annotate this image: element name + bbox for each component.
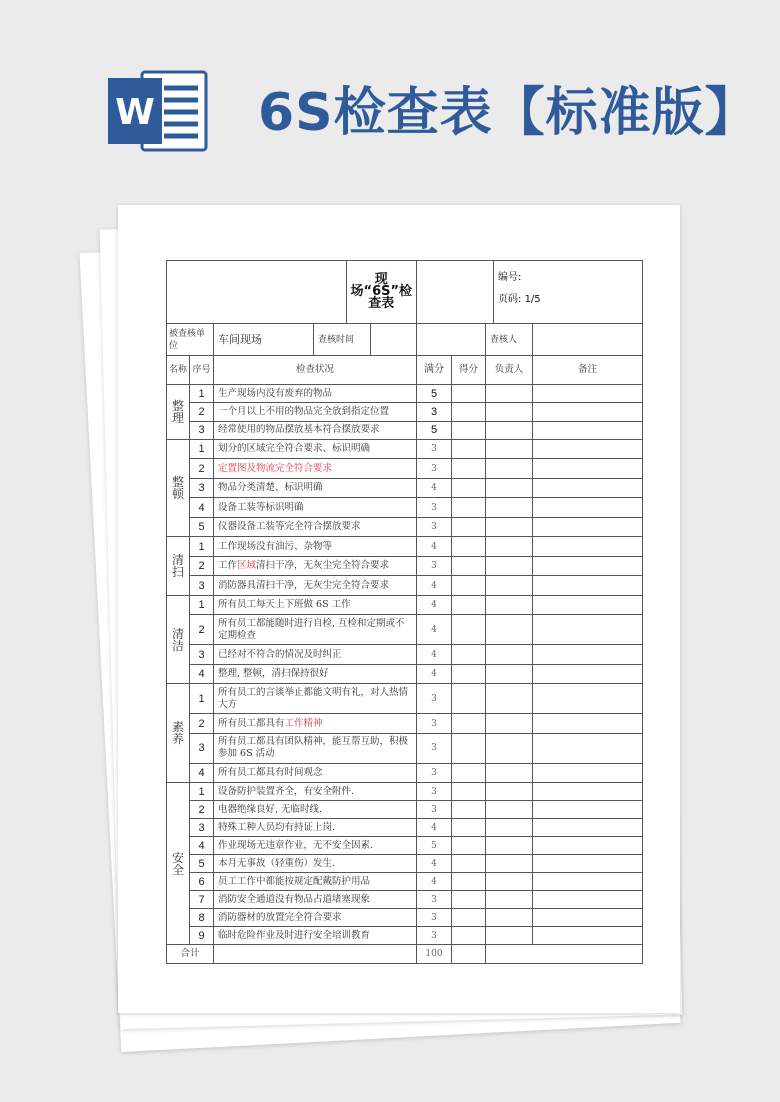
item-seq: 3 bbox=[190, 576, 214, 596]
score-cell[interactable] bbox=[452, 645, 486, 665]
item-full-score: 3 bbox=[417, 714, 452, 734]
item-text: 消防器具清扫干净，无灰尘完全符合要求 bbox=[214, 576, 417, 596]
item-seq: 1 bbox=[190, 439, 214, 459]
item-text: 电器绝缘良好, 无临时线. bbox=[214, 801, 417, 819]
score-cell[interactable] bbox=[452, 595, 486, 615]
notes-cell[interactable] bbox=[533, 664, 643, 684]
table-row bbox=[167, 733, 643, 763]
notes-cell[interactable] bbox=[533, 837, 643, 855]
form-number-label: 编号: bbox=[498, 272, 522, 283]
score-cell[interactable] bbox=[452, 714, 486, 734]
item-text: 所有员工每天上下班做 6S 工作 bbox=[214, 595, 417, 615]
owner-cell[interactable] bbox=[486, 537, 533, 557]
table-row bbox=[167, 459, 643, 479]
header-seq: 序号 bbox=[190, 356, 214, 385]
score-cell[interactable] bbox=[452, 439, 486, 459]
item-full-score: 3 bbox=[417, 783, 452, 801]
header-full: 满分 bbox=[417, 356, 452, 385]
score-cell[interactable] bbox=[452, 537, 486, 557]
table-row bbox=[167, 385, 643, 403]
owner-cell[interactable] bbox=[486, 576, 533, 596]
item-seq: 2 bbox=[190, 556, 214, 576]
owner-cell[interactable] bbox=[486, 714, 533, 734]
item-seq: 1 bbox=[190, 783, 214, 801]
item-full-score: 3 bbox=[417, 801, 452, 819]
table-row bbox=[167, 855, 643, 873]
score-cell[interactable] bbox=[452, 909, 486, 927]
table-row bbox=[167, 576, 643, 596]
owner-cell[interactable] bbox=[486, 783, 533, 801]
notes-cell[interactable] bbox=[533, 819, 643, 837]
svg-text:W: W bbox=[115, 92, 155, 133]
table-row bbox=[167, 783, 643, 801]
score-cell[interactable] bbox=[452, 498, 486, 518]
logo-area bbox=[167, 261, 417, 324]
item-full-score: 4 bbox=[417, 595, 452, 615]
owner-cell[interactable] bbox=[486, 909, 533, 927]
notes-cell[interactable] bbox=[533, 763, 643, 783]
table-row bbox=[167, 763, 643, 783]
notes-cell[interactable] bbox=[533, 615, 643, 645]
table-row bbox=[167, 498, 643, 518]
total-label: 合计 bbox=[167, 945, 214, 964]
owner-cell[interactable] bbox=[486, 891, 533, 909]
item-seq: 4 bbox=[190, 763, 214, 783]
notes-cell[interactable] bbox=[533, 556, 643, 576]
page-number: 页码: 1/5 bbox=[498, 294, 541, 305]
notes-cell[interactable] bbox=[533, 498, 643, 518]
item-seq: 4 bbox=[190, 664, 214, 684]
item-seq: 2 bbox=[190, 459, 214, 479]
score-cell[interactable] bbox=[452, 763, 486, 783]
score-cell[interactable] bbox=[452, 615, 486, 645]
item-text: 划分的区域完全符合要求、标识明确 bbox=[214, 439, 417, 459]
score-cell[interactable] bbox=[452, 459, 486, 479]
item-text: 生产现场内没有废弃的物品 bbox=[214, 385, 417, 403]
item-seq: 3 bbox=[190, 819, 214, 837]
table-row bbox=[167, 684, 643, 714]
highlighted-text: 区域 bbox=[237, 560, 257, 572]
item-full-score: 3 bbox=[417, 439, 452, 459]
score-cell[interactable] bbox=[452, 403, 486, 421]
owner-cell[interactable] bbox=[486, 927, 533, 945]
item-text: 所有员工都具有时间观念 bbox=[214, 763, 417, 783]
item-text: 临时危险作业及时进行安全培训教育 bbox=[214, 927, 417, 945]
score-cell[interactable] bbox=[452, 873, 486, 891]
table-row bbox=[167, 478, 643, 498]
notes-cell[interactable] bbox=[533, 801, 643, 819]
notes-cell[interactable] bbox=[533, 684, 643, 714]
notes-cell[interactable] bbox=[533, 645, 643, 665]
item-full-score: 5 bbox=[417, 837, 452, 855]
item-text: 员工工作中都能按规定配戴防护用品 bbox=[214, 873, 417, 891]
item-text: 工作区域清扫干净，无灰尘完全符合要求 bbox=[214, 556, 417, 576]
item-full-score: 3 bbox=[417, 733, 452, 763]
item-full-score: 4 bbox=[417, 855, 452, 873]
table-row bbox=[167, 927, 643, 945]
header-owner: 负责人 bbox=[486, 356, 533, 385]
item-seq: 3 bbox=[190, 421, 214, 439]
notes-cell[interactable] bbox=[533, 891, 643, 909]
item-text: 本月无事故（轻重伤）发生. bbox=[214, 855, 417, 873]
inspector-label: 查核人 bbox=[486, 324, 533, 356]
item-full-score: 3 bbox=[417, 498, 452, 518]
score-cell[interactable] bbox=[452, 684, 486, 714]
notes-cell[interactable] bbox=[533, 537, 643, 557]
item-text: 整理, 整顿，清扫保持很好 bbox=[214, 664, 417, 684]
item-full-score: 4 bbox=[417, 478, 452, 498]
time-value-cont[interactable] bbox=[417, 324, 486, 356]
score-cell[interactable] bbox=[452, 891, 486, 909]
total-remark[interactable] bbox=[486, 945, 643, 964]
owner-cell[interactable] bbox=[486, 498, 533, 518]
notes-cell[interactable] bbox=[533, 478, 643, 498]
item-text: 物品分类清楚、标识明确 bbox=[214, 478, 417, 498]
table-row bbox=[167, 801, 643, 819]
unit-label: 被查核单位 bbox=[167, 324, 214, 356]
item-seq: 5 bbox=[190, 517, 214, 537]
score-cell[interactable] bbox=[452, 855, 486, 873]
item-seq: 2 bbox=[190, 714, 214, 734]
item-seq: 1 bbox=[190, 537, 214, 557]
item-text: 定置图及物流完全符合要求 bbox=[214, 459, 417, 479]
table-row bbox=[167, 714, 643, 734]
notes-cell[interactable] bbox=[533, 459, 643, 479]
owner-cell[interactable] bbox=[486, 819, 533, 837]
notes-cell[interactable] bbox=[533, 873, 643, 891]
category-name: 安全 bbox=[167, 783, 190, 945]
owner-cell[interactable] bbox=[486, 556, 533, 576]
item-text: 所有员工都能随时进行自检, 互检和定期或不定期检查 bbox=[214, 615, 417, 645]
item-full-score: 4 bbox=[417, 873, 452, 891]
owner-cell[interactable] bbox=[486, 421, 533, 439]
item-text: 所有员工都具有工作精神 bbox=[214, 714, 417, 734]
item-full-score: 4 bbox=[417, 645, 452, 665]
table-row bbox=[167, 664, 643, 684]
item-text: 消防安全通道没有物品占道堵塞现象 bbox=[214, 891, 417, 909]
owner-cell[interactable] bbox=[486, 615, 533, 645]
header-name: 名称 bbox=[167, 356, 190, 385]
score-cell[interactable] bbox=[452, 556, 486, 576]
item-text: 所有员工的言谈举止都能文明有礼，对人热情大方 bbox=[214, 684, 417, 714]
category-name: 素养 bbox=[167, 684, 190, 783]
table-row bbox=[167, 819, 643, 837]
item-full-score: 3 bbox=[417, 556, 452, 576]
item-seq: 1 bbox=[190, 385, 214, 403]
score-cell[interactable] bbox=[452, 819, 486, 837]
table-row bbox=[167, 537, 643, 557]
item-seq: 2 bbox=[190, 801, 214, 819]
item-seq: 2 bbox=[190, 403, 214, 421]
notes-cell[interactable] bbox=[533, 595, 643, 615]
header-score: 得分 bbox=[452, 356, 486, 385]
owner-cell[interactable] bbox=[486, 385, 533, 403]
table-row bbox=[167, 891, 643, 909]
item-text: 一个月以上不用的物品完全放到指定位置 bbox=[214, 403, 417, 421]
total-row bbox=[167, 945, 643, 964]
item-seq: 8 bbox=[190, 909, 214, 927]
item-full-score: 4 bbox=[417, 576, 452, 596]
item-full-score: 4 bbox=[417, 664, 452, 684]
owner-cell[interactable] bbox=[486, 478, 533, 498]
total-desc bbox=[214, 945, 417, 964]
score-cell[interactable] bbox=[452, 733, 486, 763]
item-seq: 4 bbox=[190, 498, 214, 518]
item-seq: 2 bbox=[190, 615, 214, 645]
item-seq: 3 bbox=[190, 478, 214, 498]
item-full-score: 3 bbox=[417, 459, 452, 479]
owner-cell[interactable] bbox=[486, 801, 533, 819]
item-seq: 1 bbox=[190, 595, 214, 615]
item-seq: 9 bbox=[190, 927, 214, 945]
table-row bbox=[167, 439, 643, 459]
item-full-score: 3 bbox=[417, 763, 452, 783]
item-seq: 6 bbox=[190, 873, 214, 891]
time-label: 查核时间 bbox=[314, 324, 371, 355]
table-row bbox=[167, 873, 643, 891]
highlighted-text: 工作精神 bbox=[284, 717, 323, 729]
notes-cell[interactable] bbox=[533, 517, 643, 537]
item-full-score: 3 bbox=[417, 909, 452, 927]
table-row bbox=[167, 595, 643, 615]
category-name: 整理 bbox=[167, 385, 190, 440]
notes-cell[interactable] bbox=[533, 576, 643, 596]
table-row bbox=[167, 403, 643, 421]
notes-cell[interactable] bbox=[533, 385, 643, 403]
item-full-score: 3 bbox=[417, 684, 452, 714]
table-row bbox=[167, 421, 643, 439]
score-cell[interactable] bbox=[452, 478, 486, 498]
category-name: 清扫 bbox=[167, 537, 190, 596]
total-score[interactable] bbox=[452, 945, 486, 964]
banner-title: 6S检查表【标准版】 bbox=[258, 83, 758, 143]
item-full-score: 5 bbox=[417, 421, 452, 439]
score-cell[interactable] bbox=[452, 801, 486, 819]
item-full-score: 5 bbox=[417, 385, 452, 403]
category-name: 整顿 bbox=[167, 439, 190, 537]
owner-cell[interactable] bbox=[486, 733, 533, 763]
score-cell[interactable] bbox=[452, 576, 486, 596]
owner-cell[interactable] bbox=[486, 855, 533, 873]
inspection-table bbox=[166, 260, 643, 964]
notes-cell[interactable] bbox=[533, 421, 643, 439]
item-text: 工作现场没有油污、杂物等 bbox=[214, 537, 417, 557]
owner-cell[interactable] bbox=[486, 439, 533, 459]
score-cell[interactable] bbox=[452, 927, 486, 945]
notes-cell[interactable] bbox=[533, 733, 643, 763]
inspector-value[interactable] bbox=[533, 324, 643, 356]
notes-cell[interactable] bbox=[533, 855, 643, 873]
item-full-score: 3 bbox=[417, 927, 452, 945]
notes-cell[interactable] bbox=[533, 714, 643, 734]
item-full-score: 3 bbox=[417, 403, 452, 421]
item-full-score: 4 bbox=[417, 819, 452, 837]
owner-cell[interactable] bbox=[486, 403, 533, 421]
header-status: 检查状况 bbox=[214, 356, 417, 385]
owner-cell[interactable] bbox=[486, 517, 533, 537]
item-text: 消防器材的放置完全符合要求 bbox=[214, 909, 417, 927]
owner-cell[interactable] bbox=[486, 645, 533, 665]
owner-cell[interactable] bbox=[486, 459, 533, 479]
table-row bbox=[167, 556, 643, 576]
table-row bbox=[167, 517, 643, 537]
item-text: 所有员工都具有团队精神，能互帮互助，积极参加 6S 活动 bbox=[214, 733, 417, 763]
notes-cell[interactable] bbox=[533, 439, 643, 459]
form-title: 现场“6S”检查表 bbox=[346, 261, 416, 323]
item-full-score: 3 bbox=[417, 891, 452, 909]
notes-cell[interactable] bbox=[533, 909, 643, 927]
score-cell[interactable] bbox=[452, 517, 486, 537]
time-value[interactable] bbox=[371, 324, 417, 355]
header-notes: 备注 bbox=[533, 356, 643, 385]
unit-value[interactable]: 车间现场 bbox=[218, 332, 262, 346]
owner-cell[interactable] bbox=[486, 763, 533, 783]
item-text: 设备防护装置齐全，有安全附件. bbox=[214, 783, 417, 801]
score-cell[interactable] bbox=[452, 421, 486, 439]
category-name: 清洁 bbox=[167, 595, 190, 684]
score-cell[interactable] bbox=[452, 837, 486, 855]
item-text: 特殊工种人员均有持证上岗. bbox=[214, 819, 417, 837]
word-icon bbox=[108, 68, 208, 154]
owner-cell[interactable] bbox=[486, 837, 533, 855]
owner-cell[interactable] bbox=[486, 664, 533, 684]
item-text: 经常使用的物品摆放基本符合摆放要求 bbox=[214, 421, 417, 439]
item-seq: 1 bbox=[190, 684, 214, 714]
item-seq: 5 bbox=[190, 855, 214, 873]
score-cell[interactable] bbox=[452, 664, 486, 684]
item-seq: 7 bbox=[190, 891, 214, 909]
item-text: 设备工装等标识明确 bbox=[214, 498, 417, 518]
table-row bbox=[167, 645, 643, 665]
notes-cell[interactable] bbox=[533, 783, 643, 801]
notes-cell[interactable] bbox=[533, 927, 643, 945]
item-full-score: 3 bbox=[417, 517, 452, 537]
owner-cell[interactable] bbox=[486, 684, 533, 714]
table-row bbox=[167, 909, 643, 927]
item-full-score: 4 bbox=[417, 615, 452, 645]
item-seq: 3 bbox=[190, 733, 214, 763]
table-row bbox=[167, 615, 643, 645]
notes-cell[interactable] bbox=[533, 403, 643, 421]
total-value: 100 bbox=[417, 945, 452, 964]
item-full-score: 4 bbox=[417, 537, 452, 557]
item-text: 已经对不符合的情况及时纠正 bbox=[214, 645, 417, 665]
item-text: 作业现场无违章作业，无不安全因素. bbox=[214, 837, 417, 855]
item-text: 仪器设备工装等完全符合摆放要求 bbox=[214, 517, 417, 537]
owner-cell[interactable] bbox=[486, 873, 533, 891]
table-row bbox=[167, 837, 643, 855]
score-cell[interactable] bbox=[452, 385, 486, 403]
item-seq: 3 bbox=[190, 645, 214, 665]
item-seq: 4 bbox=[190, 837, 214, 855]
owner-cell[interactable] bbox=[486, 595, 533, 615]
score-cell[interactable] bbox=[452, 783, 486, 801]
